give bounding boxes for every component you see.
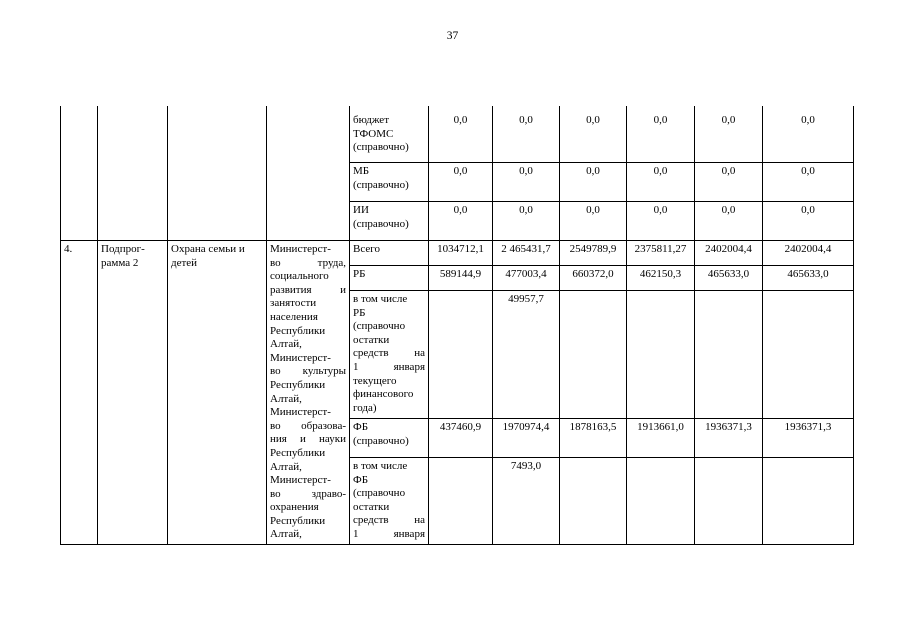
value-cell: 0,0 bbox=[560, 106, 627, 163]
source-label-cell: ИИ (справочно) bbox=[350, 202, 429, 241]
source-label-cell: в том числе ФБ (справочно остатки средств на 1 января bbox=[350, 458, 429, 545]
value-cell: 49957,7 bbox=[493, 291, 560, 419]
value-cell: 660372,0 bbox=[560, 266, 627, 291]
table-row bbox=[61, 241, 854, 266]
value-cell bbox=[560, 458, 627, 545]
value-cell bbox=[763, 291, 854, 419]
source-label-cell: в том числе РБ (справочно остатки средств на 1 января текущего финансового года) bbox=[350, 291, 429, 419]
value-cell: 7493,0 bbox=[493, 458, 560, 545]
value-cell: 0,0 bbox=[763, 202, 854, 241]
value-cell: 0,0 bbox=[695, 202, 763, 241]
page-number: 37 bbox=[446, 30, 459, 42]
source-label-cell: МБ (справочно) bbox=[350, 163, 429, 202]
value-cell: 0,0 bbox=[429, 202, 493, 241]
value-cell: 2549789,9 bbox=[560, 241, 627, 266]
budget-table bbox=[60, 106, 854, 545]
executor-cell bbox=[267, 106, 350, 241]
value-cell: 462150,3 bbox=[627, 266, 695, 291]
value-cell: 465633,0 bbox=[695, 266, 763, 291]
number-cell bbox=[61, 106, 98, 241]
value-cell: 1034712,1 bbox=[429, 241, 493, 266]
value-cell: 0,0 bbox=[627, 106, 695, 163]
value-cell: 477003,4 bbox=[493, 266, 560, 291]
value-cell: 0,0 bbox=[627, 202, 695, 241]
source-label-cell: бюджет ТФОМС (справочно) bbox=[350, 106, 429, 163]
value-cell: 589144,9 bbox=[429, 266, 493, 291]
value-cell: 1936371,3 bbox=[763, 419, 854, 458]
value-cell: 0,0 bbox=[695, 163, 763, 202]
source-label-cell: РБ bbox=[350, 266, 429, 291]
item-executor: Министерст- во труда, социального развития и занятости населения Республики Алтай, Министерст- во культуры Республики Алтай, Министерст- во образова- ния и науки Республики Алтай, Министерст- во здраво- охранения Республики Алтай, bbox=[267, 241, 350, 545]
source-label-cell: ФБ (справочно) bbox=[350, 419, 429, 458]
value-cell: 1970974,4 bbox=[493, 419, 560, 458]
value-cell: 0,0 bbox=[695, 106, 763, 163]
value-cell bbox=[429, 458, 493, 545]
value-cell: 437460,9 bbox=[429, 419, 493, 458]
value-cell bbox=[627, 458, 695, 545]
value-cell: 0,0 bbox=[763, 163, 854, 202]
name-cell bbox=[98, 106, 168, 241]
value-cell: 0,0 bbox=[493, 163, 560, 202]
value-cell: 0,0 bbox=[560, 202, 627, 241]
value-cell: 0,0 bbox=[560, 163, 627, 202]
value-cell: 2402004,4 bbox=[695, 241, 763, 266]
item-name: Подпрог- рамма 2 bbox=[98, 241, 168, 545]
value-cell: 0,0 bbox=[763, 106, 854, 163]
item-number: 4. bbox=[61, 241, 98, 545]
value-cell: 2 465431,7 bbox=[493, 241, 560, 266]
value-cell bbox=[560, 291, 627, 419]
value-cell: 0,0 bbox=[627, 163, 695, 202]
value-cell bbox=[429, 291, 493, 419]
value-cell: 1878163,5 bbox=[560, 419, 627, 458]
value-cell bbox=[627, 291, 695, 419]
value-cell: 2402004,4 bbox=[763, 241, 854, 266]
value-cell: 2375811,27 bbox=[627, 241, 695, 266]
value-cell: 1913661,0 bbox=[627, 419, 695, 458]
table-row bbox=[61, 106, 854, 163]
value-cell bbox=[763, 458, 854, 545]
value-cell: 0,0 bbox=[493, 106, 560, 163]
value-cell: 0,0 bbox=[429, 163, 493, 202]
source-label-cell: Всего bbox=[350, 241, 429, 266]
value-cell: 1936371,3 bbox=[695, 419, 763, 458]
value-cell bbox=[695, 291, 763, 419]
value-cell: 465633,0 bbox=[763, 266, 854, 291]
title-cell bbox=[168, 106, 267, 241]
value-cell bbox=[695, 458, 763, 545]
value-cell: 0,0 bbox=[429, 106, 493, 163]
item-title: Охрана семьи и детей bbox=[168, 241, 267, 545]
value-cell: 0,0 bbox=[493, 202, 560, 241]
